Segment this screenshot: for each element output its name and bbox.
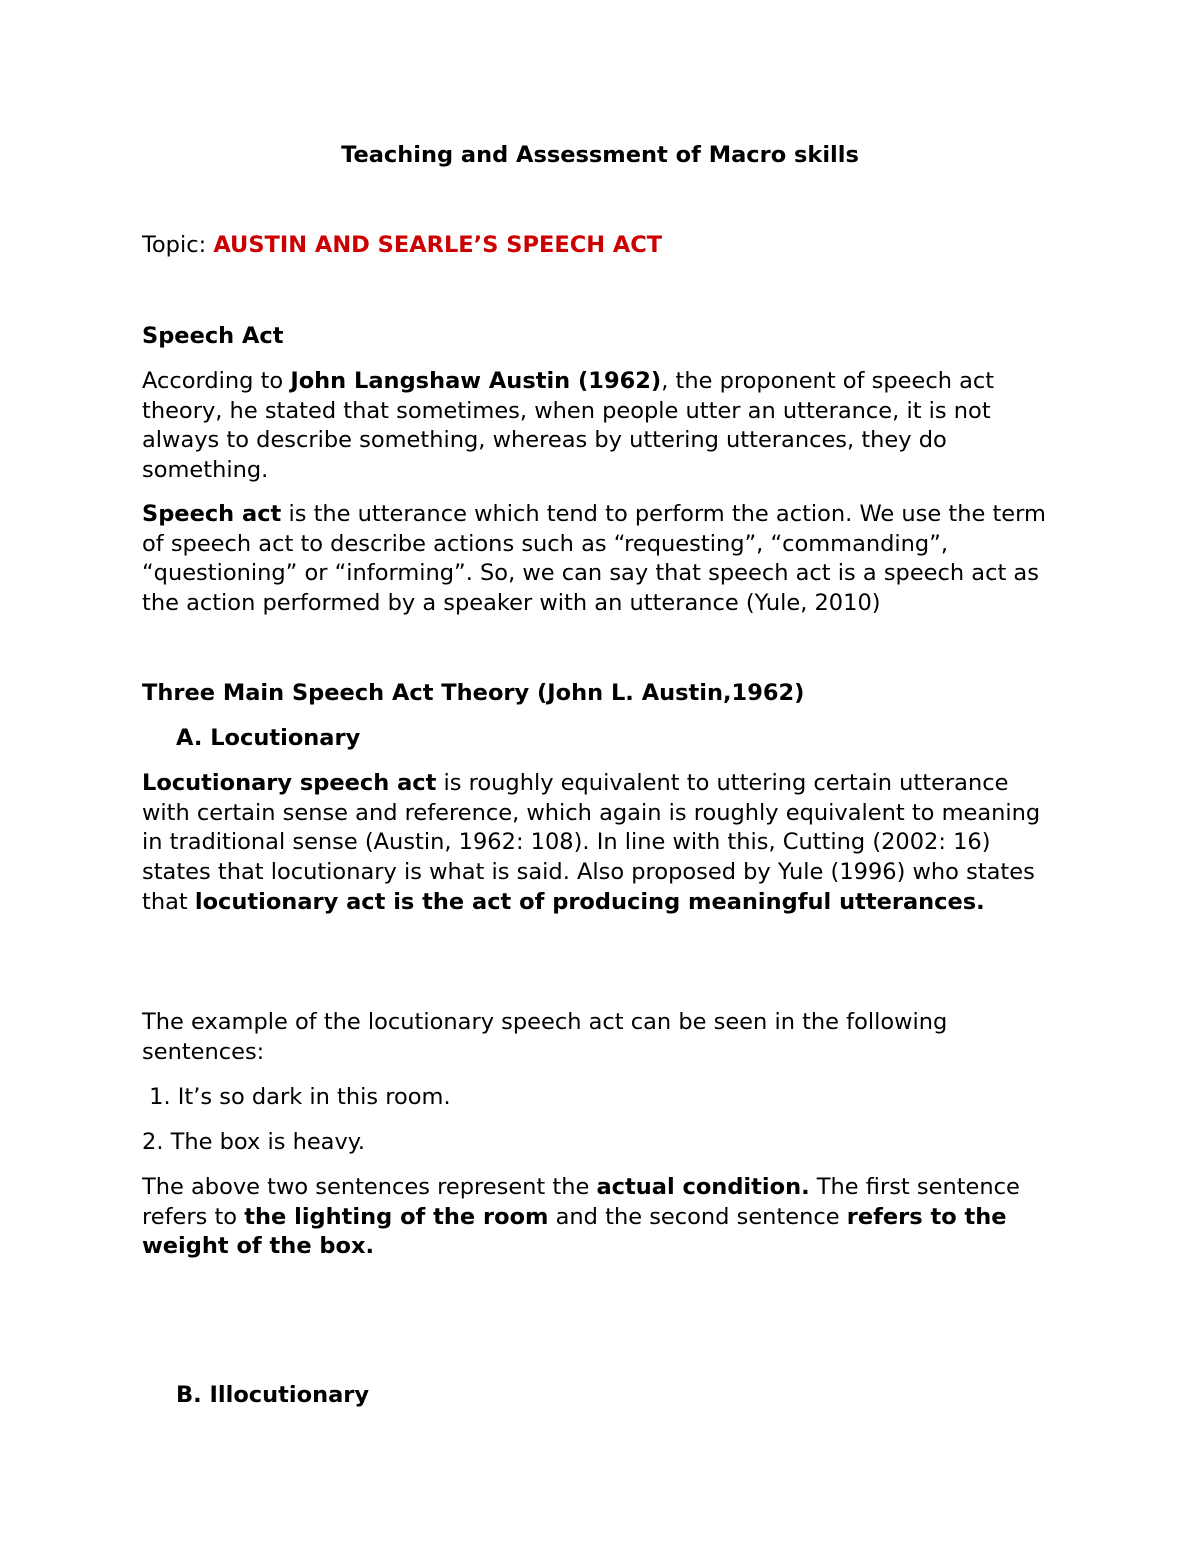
exp-bold-1: actual condition. xyxy=(596,1174,810,1200)
document-title: Teaching and Assessment of Macro skills xyxy=(341,142,859,168)
exp-text-2: The first sentence refers to xyxy=(142,1174,1020,1230)
p2-term: Speech act xyxy=(142,501,282,527)
illocutionary-subheading: B. Illocutionary xyxy=(176,1382,370,1408)
exp-bold-3: refers to the weight of the box. xyxy=(142,1203,1007,1260)
example-1: 1. It’s so dark in this room. xyxy=(142,1084,451,1110)
three-main-heading: Three Main Speech Act Theory (John L. Austin,1962) xyxy=(142,680,805,706)
exp-text-3: and the second sentence xyxy=(548,1203,847,1230)
topic-label: Topic: xyxy=(142,232,214,258)
exp-bold-2: the lighting of the room xyxy=(244,1203,549,1230)
speech-act-paragraph-2 xyxy=(142,500,1057,619)
loc-definition: locutionary act is the act of producing meaningful utterances. xyxy=(194,888,985,915)
examples-explanation xyxy=(142,1173,1057,1262)
speech-act-paragraph-1 xyxy=(142,367,1057,486)
topic-value: AUSTIN AND SEARLE’S SPEECH ACT xyxy=(213,232,663,258)
loc-body: is roughly equivalent to uttering certain utterance with certain sense and reference, which again is roughly equivalent to meaning in traditional sense (Austin, 1962: 108). In line with this, Cutting (2002: 16) states that locutionary is what is said. Also proposed by Yule (1996) who states that xyxy=(142,770,1041,915)
example-2: 2. The box is heavy. xyxy=(142,1129,366,1155)
p2-body: is the utterance which tend to perform the action. We use the term of speech act to describe actions such as “requesting”, “commanding”, “questioning” or “informing”. So, we can say that speech act is a speech act as the action performed by a speaker with an utterance (Yule, 2010) xyxy=(142,501,1046,617)
exp-text-1: The above two sentences represent the xyxy=(142,1174,597,1200)
locutionary-paragraph xyxy=(142,769,1057,918)
locutionary-subheading: A. Locutionary xyxy=(176,725,361,751)
speech-act-heading: Speech Act xyxy=(142,323,284,349)
p1-author: John Langshaw Austin (1962) xyxy=(290,368,662,394)
p1-body: , the proponent of speech act theory, he stated that sometimes, when people utter an utterance, it is not always to describe something, whereas by uttering utterances, they do something. xyxy=(142,368,995,484)
topic-line xyxy=(142,231,1057,261)
loc-term: Locutionary speech act xyxy=(142,770,437,796)
p1-intro: According to xyxy=(142,368,291,394)
example-intro: The example of the locutionary speech act can be seen in the following sentences: xyxy=(142,1009,948,1065)
